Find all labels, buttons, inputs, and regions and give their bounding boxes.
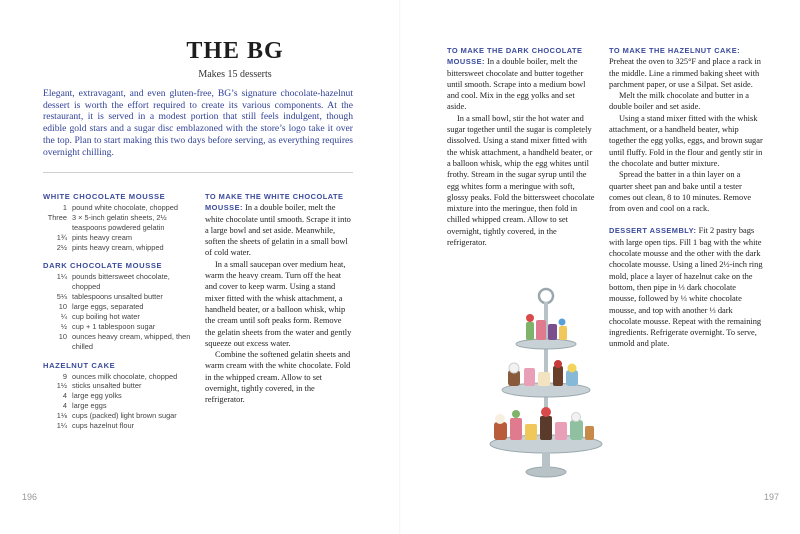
ingredient-row: 4 large egg yolks xyxy=(62,391,122,401)
ingredient-row: 10 ounces heavy cream, whipped, then chilled xyxy=(58,331,191,351)
ingredient-row: 2½ pints heavy cream, whipped xyxy=(56,242,164,252)
ingredient-row: 1¾ pints heavy cream xyxy=(56,232,132,242)
page-number-right: 197 xyxy=(764,492,780,502)
ingredient-row: 1 pound white chocolate, chopped xyxy=(62,202,179,212)
recipe-title: THE BG xyxy=(186,38,284,64)
method-paragraph: In a double boiler, melt the white chocolate until smooth. Scrape it into a large bowl and set aside. Meanwhile, soften the sheets of gelatin in a small bowl of cold water. xyxy=(205,203,351,258)
ingredient-section-white-mousse xyxy=(43,192,193,252)
ingredient-row: ¼ cup boiling hot water xyxy=(60,311,140,321)
stand-ring-icon xyxy=(539,289,553,303)
method-paragraph: In a small bowl, stir the hot water and sugar together until the sugar is completely dissolved. Using a stand mixer fitted with the whisk attachment, a handheld beater, or a balloon whisk, whip the egg whites until frothy. Stream in the sugar syrup until the egg whites form a meringue with soft, glossy peaks. Fold the bittersweet chocolate mixture into the meringue, then fold in chilled whipped cream. Allow to set overnight, tightly covered, in the refrigerator. xyxy=(447,113,595,248)
page-number-left: 196 xyxy=(22,492,38,502)
method-paragraph: Melt the milk chocolate and butter in a double boiler and set aside. xyxy=(609,91,750,112)
ingredient-heading: DARK CHOCOLATE MOUSSE xyxy=(43,261,163,271)
method-heading: TO MAKE THE WHITE CHOCOLATE MOUSSE: xyxy=(205,192,344,213)
recipe-yield: Makes 15 desserts xyxy=(198,69,272,80)
white-mousse-method xyxy=(205,191,353,406)
method-paragraph: Using a stand mixer fitted with the whisk attachment, or a handheld beater, whip together the egg yolks, eggs, and brown sugar until fluffy. Fold in the flour and gently stir in the chocolate and butter mixture. xyxy=(609,113,763,168)
ingredient-section-hazelnut-cake xyxy=(43,361,193,431)
method-heading: TO MAKE THE DARK CHOCOLATE MOUSSE: xyxy=(447,46,583,67)
ingredient-row: 9 ounces milk chocolate, chopped xyxy=(62,371,178,381)
book-gutter xyxy=(399,0,401,534)
method-heading: DESSERT ASSEMBLY: xyxy=(609,226,697,236)
ingredient-list xyxy=(43,192,193,431)
method-heading: TO MAKE THE HAZELNUT CAKE: xyxy=(609,46,741,55)
assembly-text: Fit 2 pastry bags with large open tips. Fill 1 bag with the white chocolate mousse and the other with the dark chocolate mousse. Using a lined 2½-inch ring mold, place a layer of hazelnut cake on the bottom, then pipe in ⅓ dark chocolate mousse, followed by ⅓ white chocolate mousse, and top with another ⅓ dark chocolate mousse. Repeat with the remaining ingredients. Refrigerate overnight. To serve, unmold and plate. xyxy=(609,226,763,349)
method-paragraph: Spread the batter in a thin layer on a quarter sheet pan and bake until a tester comes out clean, 8 to 10 minutes. Remove from oven and cool on a rack. xyxy=(609,170,752,214)
ingredient-row: Three 3 × 5-inch gelatin sheets, 2½ teaspoons powdered gelatin xyxy=(47,212,167,232)
recipe-intro: Elegant, extravagant, and even gluten-free, BG’s signature chocolate-hazelnut dessert is worth the effort required to create its various components. At the restaurant, it is served in a modest portion that still feels indulgent, though edible gold stars and a sugar disc emblazoned with the store’s logo take it over the top. Plan to start making this two days before serving, as everything requires overnight chilling. xyxy=(43,88,353,158)
stand-foot xyxy=(542,452,550,470)
ingredient-row: 1⅛ cups (packed) light brown sugar xyxy=(56,411,177,421)
ingredient-heading: WHITE CHOCOLATE MOUSSE xyxy=(43,192,166,201)
method-paragraph: In a small saucepan over medium heat, warm the heavy cream. Turn off the heat and cover to keep warm. Using a stand mixer fitted with the whisk attachment, a handheld beater, or a balloon whisk, whip the cream until soft peaks form. Remove the gelatin sheets from the water and gently squeeze out excess water. xyxy=(205,259,352,348)
ingredient-row: 4 large eggs xyxy=(62,401,107,411)
ingredient-row: 10 large eggs, separated xyxy=(58,302,144,312)
ingredient-row: ½ cup + 1 tablespoon sugar xyxy=(60,321,156,331)
cake-stand-illustration xyxy=(478,286,608,486)
method-paragraph: In a double boiler, melt the bittersweet chocolate and butter together until smooth. Scrape into a medium bowl and cool. Mix in the egg yolks and set aside. xyxy=(447,57,586,112)
ingredient-section-dark-mousse xyxy=(43,261,193,351)
method-paragraph: Preheat the oven to 325°F and place a rack in the middle. Line a rimmed baking sheet with parchment paper, or use a Silpat. Set aside. xyxy=(609,57,761,89)
divider xyxy=(43,172,353,173)
ingredient-row: 5⅓ tablespoons unsalted butter xyxy=(56,292,163,302)
ingredient-heading: HAZELNUT CAKE xyxy=(43,360,116,370)
ingredient-row: 1½ sticks unsalted butter xyxy=(56,381,142,391)
assembly-block xyxy=(609,225,765,349)
ingredient-row: 1¼ cups hazelnut flour xyxy=(56,421,135,431)
stand-tier-bottom xyxy=(490,407,602,453)
hazelnut-cake-method xyxy=(609,45,765,350)
dark-mousse-method xyxy=(447,45,595,248)
ingredient-row: 1¼ pounds bittersweet chocolate, chopped xyxy=(56,272,170,292)
method-paragraph: Combine the softened gelatin sheets and warm cream with the white chocolate. Fold in the whipped cream. Allow to set overnight, tightly covered, in the refrigerator. xyxy=(205,350,351,405)
